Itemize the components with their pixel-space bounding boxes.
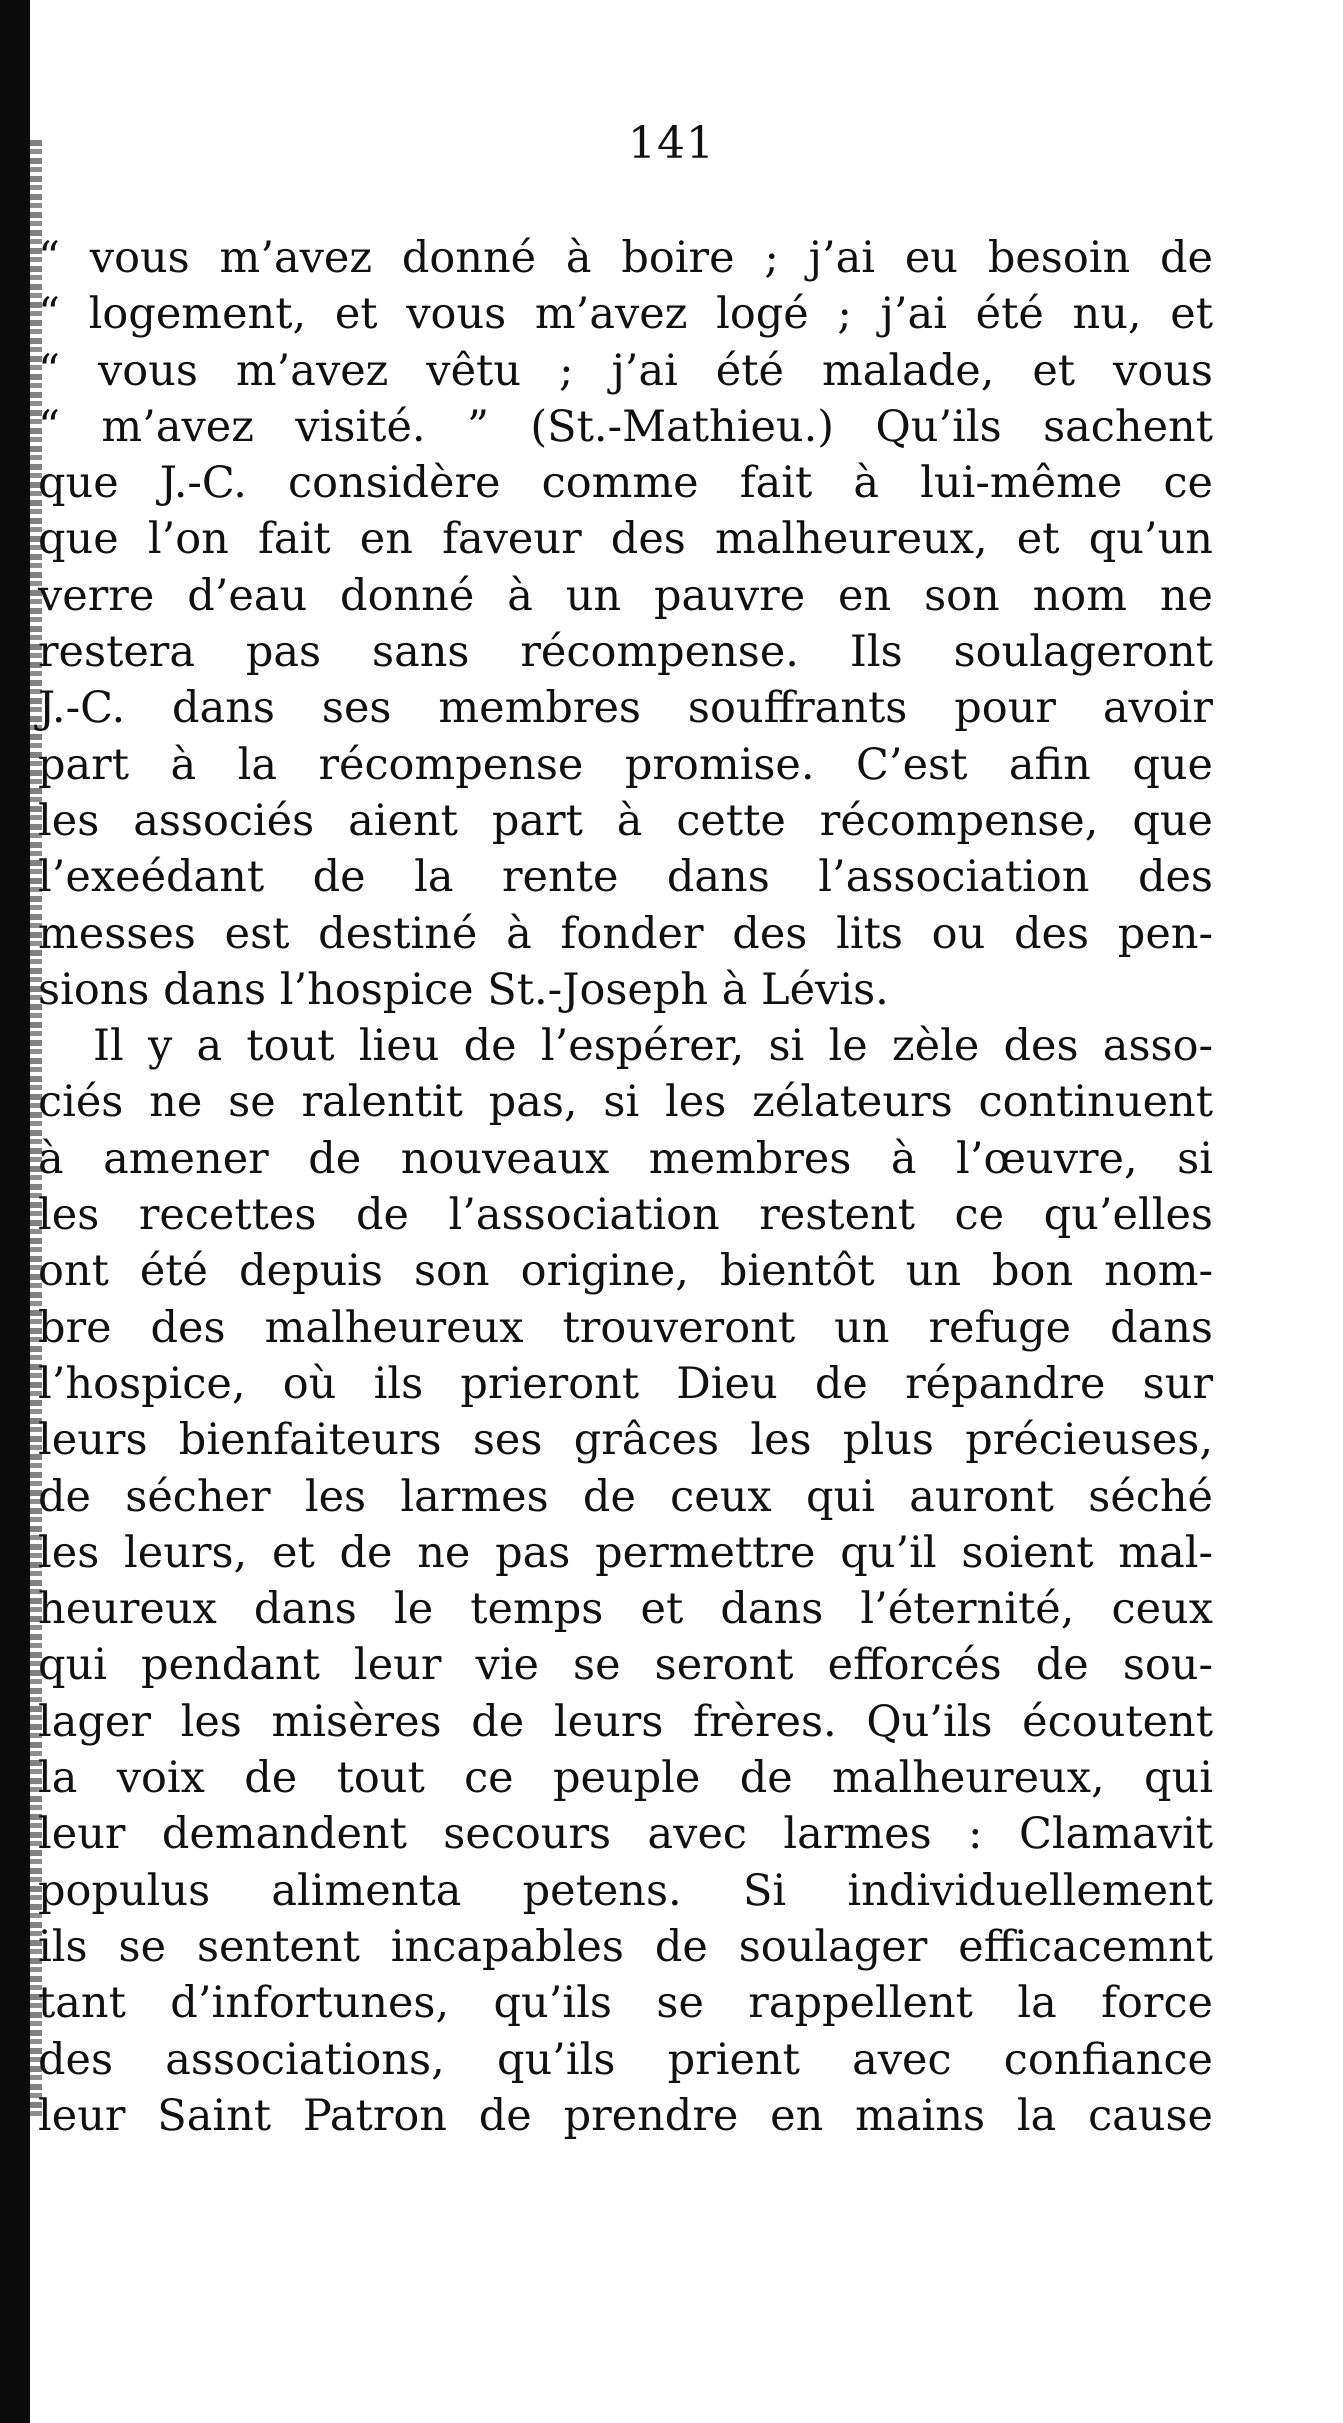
text-line: les associés aient part à cette récompense, que bbox=[38, 795, 1213, 846]
text-line: “ vous m’avez donné à boire ; j’ai eu besoin de bbox=[38, 233, 1213, 283]
text-line: à amener de nouveaux membres à l’œuvre, si bbox=[38, 1133, 1213, 1184]
text-line: les leurs, et de ne pas permettre qu’il soient mal- bbox=[38, 1527, 1213, 1578]
text-line: ont été depuis son origine, bientôt un bon nom- bbox=[38, 1246, 1213, 1297]
page-number: 141 bbox=[628, 118, 715, 169]
text-line: des associations, qu’ils prient avec confiance bbox=[38, 2034, 1213, 2085]
text-line: heureux dans le temps et dans l’éternité, ceux bbox=[38, 1584, 1213, 1635]
text-line: de sécher les larmes de ceux qui auront séché bbox=[38, 1471, 1213, 1522]
text-line: Il y a tout lieu de l’espérer, si le zèle des asso- bbox=[93, 1021, 1213, 1072]
text-line: populus alimenta petens. Si individuellement bbox=[38, 1865, 1213, 1916]
text-line: bre des malheureux trouveront un refuge dans bbox=[38, 1302, 1213, 1353]
text-line: leurs bienfaiteurs ses grâces les plus précieuses, bbox=[38, 1415, 1213, 1466]
text-line: verre d’eau donné à un pauvre en son nom ne bbox=[38, 570, 1213, 621]
text-line: leur Saint Patron de prendre en mains la cause bbox=[38, 2090, 1213, 2141]
body-text bbox=[38, 230, 1213, 2144]
text-line: ils se sentent incapables de soulager efficacemnt bbox=[38, 1921, 1213, 1972]
text-line: l’hospice, où ils prieront Dieu de répandre sur bbox=[38, 1358, 1213, 1409]
text-line: les recettes de l’association restent ce qu’elles bbox=[38, 1190, 1213, 1241]
text-line: tant d’infortunes, qu’ils se rappellent la force bbox=[38, 1978, 1213, 2029]
text-line: leur demandent secours avec larmes : Clamavit bbox=[38, 1809, 1213, 1860]
text-line: lager les misères de leurs frères. Qu’ils écoutent bbox=[38, 1696, 1213, 1747]
text-line: la voix de tout ce peuple de malheureux, qui bbox=[38, 1753, 1213, 1804]
text-line: que J.-C. considère comme fait à lui-même ce bbox=[38, 458, 1213, 509]
text-line: sions dans l’hospice St.-Joseph à Lévis. bbox=[38, 964, 889, 1015]
text-line: “ m’avez visité. ” (St.-Mathieu.) Qu’ils sachent bbox=[38, 401, 1213, 452]
text-line: messes est destiné à fonder des lits ou des pen- bbox=[38, 908, 1213, 959]
text-line: part à la récompense promise. C’est afin que bbox=[38, 739, 1213, 790]
text-line: J.-C. dans ses membres souffrants pour avoir bbox=[38, 683, 1213, 734]
text-line: restera pas sans récompense. Ils soulageront bbox=[38, 627, 1213, 678]
text-line: “ logement, et vous m’avez logé ; j’ai été nu, et bbox=[38, 289, 1213, 340]
book-spine-shadow bbox=[0, 0, 30, 2423]
text-line: “ vous m’avez vêtu ; j’ai été malade, et vous bbox=[38, 345, 1213, 396]
text-line: que l’on fait en faveur des malheureux, et qu’un bbox=[38, 514, 1213, 565]
text-line: qui pendant leur vie se seront efforcés de sou- bbox=[38, 1640, 1213, 1691]
text-line: l’exeédant de la rente dans l’association des bbox=[38, 852, 1213, 903]
text-line: ciés ne se ralentit pas, si les zélateurs continuent bbox=[38, 1077, 1213, 1128]
